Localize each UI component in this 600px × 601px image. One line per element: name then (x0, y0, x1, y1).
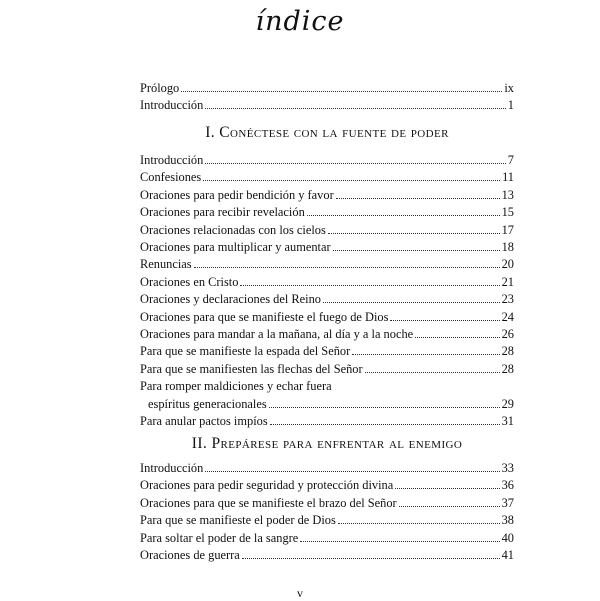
dot-leader (352, 354, 499, 355)
toc-entry-label: Oraciones para que se manifieste el fuego de Dios (140, 309, 389, 324)
toc-entry-label: Introducción (140, 153, 204, 167)
dot-leader (323, 302, 500, 303)
section2-list (140, 460, 514, 564)
toc-entry-page: 31 (501, 414, 514, 429)
toc-entry-label: Para romper maldiciones y echar fuera (140, 379, 332, 394)
toc-entry-page: 21 (501, 274, 514, 289)
dot-leader (328, 233, 500, 234)
toc-entry-page: 18 (501, 240, 514, 255)
dot-leader (338, 523, 500, 524)
toc-entry-page: 23 (501, 292, 514, 307)
toc-entry[interactable] (140, 222, 514, 239)
dot-leader (395, 488, 499, 489)
toc-entry[interactable] (140, 326, 514, 343)
toc-entry[interactable] (140, 204, 514, 221)
toc-entry[interactable] (140, 460, 514, 477)
toc-entry[interactable] (140, 256, 514, 273)
toc-entry-label: Oraciones para multiplicar y aumentar (140, 240, 331, 255)
dot-leader (269, 407, 500, 408)
toc-entry[interactable] (140, 169, 514, 186)
toc-entry-label: Oraciones para recibir revelación (140, 205, 305, 220)
section-heading-text: II. Prepárese para enfrentar al enemigo (191, 435, 463, 452)
toc-entry-page: ix (504, 81, 514, 95)
toc-entry-label: Oraciones en Cristo (140, 274, 239, 289)
section1-list (140, 152, 514, 431)
toc-entry[interactable] (140, 309, 514, 326)
dot-leader (194, 267, 500, 268)
toc-entry-label: Oraciones relacionadas con los cielos (140, 222, 326, 237)
toc-entry[interactable] (140, 547, 514, 564)
toc-entry-page: 29 (501, 396, 514, 411)
front-matter-list (140, 80, 514, 115)
toc-entry[interactable] (140, 343, 514, 360)
toc-entry[interactable] (140, 512, 514, 529)
toc-entry-label: Oraciones para mandar a la mañana, al día y a la noche (140, 327, 414, 342)
toc-entry-label: Oraciones para pedir bendición y favor (140, 187, 334, 202)
dot-leader (300, 541, 499, 542)
toc-entry-page: 7 (507, 153, 514, 167)
dot-leader (365, 372, 500, 373)
toc-entry[interactable] (140, 413, 514, 430)
toc-entry-page: 41 (501, 548, 514, 563)
section-heading-1 (140, 123, 514, 143)
page-number: v (297, 586, 303, 600)
toc-entry-page: 11 (502, 170, 514, 185)
dot-leader (415, 337, 499, 338)
toc-entry-page: 33 (501, 461, 514, 475)
toc-entry[interactable] (140, 97, 514, 114)
dot-leader (205, 471, 499, 472)
dot-leader (390, 320, 499, 321)
toc-entry-page: 15 (501, 205, 514, 220)
toc-entry[interactable] (140, 80, 514, 97)
toc-entry[interactable] (140, 495, 514, 512)
toc-entry-label: Introducción (140, 461, 204, 475)
toc-entry[interactable] (140, 152, 514, 169)
toc-entry-label: Oraciones para pedir seguridad y protección divina (140, 478, 394, 493)
toc-entry-label: Prólogo (140, 81, 180, 95)
dot-leader (333, 250, 500, 251)
toc-entry-label: Para que se manifiesten las flechas del Señor (140, 361, 363, 376)
toc-entry-label: Renuncias (140, 257, 192, 272)
toc-entry-page: 26 (501, 327, 514, 342)
toc-entry[interactable] (140, 378, 514, 395)
dot-leader (203, 180, 500, 181)
dot-leader (205, 163, 505, 164)
toc-entry-page: 24 (501, 309, 514, 324)
dot-leader (270, 424, 500, 425)
toc-entry[interactable] (140, 239, 514, 256)
toc-entry-continuation-label: espíritus generacionales (148, 396, 267, 411)
toc-entry-page: 1 (507, 98, 514, 113)
toc-entry-label: Introducción (140, 98, 204, 113)
dot-leader (205, 108, 505, 109)
toc-entry-label: Para que se manifieste el poder de Dios (140, 513, 336, 528)
toc-entry-page: 28 (501, 344, 514, 359)
dot-leader (181, 91, 502, 92)
toc-entry-label: Para soltar el poder de la sangre (140, 530, 299, 545)
toc-entry-label: Para que se manifieste la espada del Señor (140, 344, 351, 359)
dot-leader (399, 506, 500, 507)
dot-leader (242, 558, 500, 559)
toc-entry-label: Para anular pactos impíos (140, 414, 268, 429)
toc-entry[interactable] (140, 291, 514, 308)
toc-entry-continuation[interactable] (140, 396, 514, 413)
section-heading-text: I. Conéctese con la fuente de poder (205, 124, 449, 141)
toc-entry-page: 40 (501, 530, 514, 545)
toc-entry-label: Oraciones y declaraciones del Reino (140, 292, 321, 307)
toc-entry-label: Oraciones para que se manifieste el brazo del Señor (140, 495, 397, 510)
toc-entry-page: 28 (501, 361, 514, 376)
toc-entry-page: 20 (501, 257, 514, 272)
toc-entry-page: 36 (501, 478, 514, 493)
toc-entry[interactable] (140, 530, 514, 547)
toc-entry-label: Confesiones (140, 170, 202, 185)
toc-entry-page: 37 (501, 495, 514, 510)
toc-entry[interactable] (140, 477, 514, 494)
toc-entry-label: Oraciones de guerra (140, 548, 240, 563)
toc-entry-page: 38 (501, 513, 514, 528)
page-title: índice (255, 6, 345, 37)
toc-entry-page: 13 (501, 187, 514, 202)
dot-leader (307, 215, 500, 216)
dot-leader (240, 285, 499, 286)
toc-entry[interactable] (140, 187, 514, 204)
dot-leader (336, 198, 500, 199)
section-heading-2 (140, 434, 514, 454)
toc-entry[interactable] (140, 361, 514, 378)
toc-entry[interactable] (140, 274, 514, 291)
toc-entry-page: 17 (501, 222, 514, 237)
